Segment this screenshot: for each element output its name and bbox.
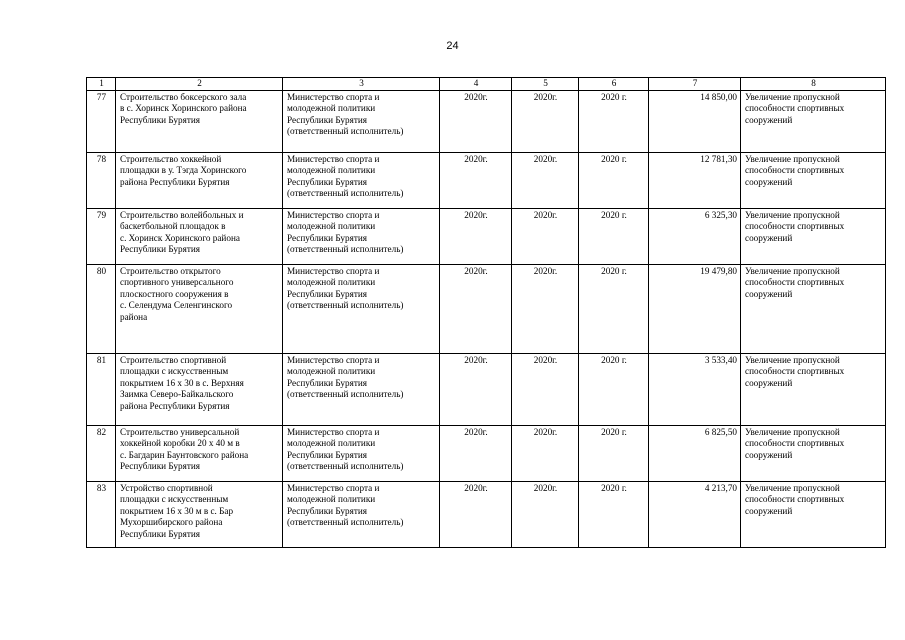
column-header: 4: [440, 78, 512, 91]
executor-cell: Министерство спорта и молодежной политики Республики Бурятия (ответственный исполнитель): [283, 481, 440, 547]
year-implementation-cell: 2020 г.: [579, 208, 649, 264]
year-start-cell: 2020г.: [440, 481, 512, 547]
expected-result-cell: Увеличение пропускной способности спортивных сооружений: [741, 425, 886, 481]
event-name-cell: Устройство спортивной площадки с искусственным покрытием 16 х 30 м в с. Бар Мухоршибирского района Республики Бурятия: [116, 481, 283, 547]
event-name-cell: Строительство хоккейной площадки в у. Тэгда Хоринского района Республики Бурятия: [116, 152, 283, 208]
column-header: 7: [649, 78, 741, 91]
year-start-cell: 2020г.: [440, 264, 512, 353]
row-number-cell: 78: [87, 152, 116, 208]
row-number-cell: 82: [87, 425, 116, 481]
year-implementation-cell: 2020 г.: [579, 353, 649, 425]
table-row: [87, 481, 886, 547]
page-number: 24: [446, 40, 459, 52]
event-name-cell: Строительство боксерского зала в с. Хоринск Хоринского района Республики Бурятия: [116, 90, 283, 152]
funding-amount-cell: 4 213,70: [649, 481, 741, 547]
event-name-cell: Строительство волейбольных и баскетбольной площадок в с. Хоринск Хоринского района Республики Бурятия: [116, 208, 283, 264]
year-start-cell: 2020г.: [440, 90, 512, 152]
funding-amount-cell: 12 781,30: [649, 152, 741, 208]
row-number-cell: 83: [87, 481, 116, 547]
table-row: [87, 90, 886, 152]
column-header: 6: [579, 78, 649, 91]
event-name-cell: Строительство открытого спортивного универсального плоскостного сооружения в с. Селендума Селенгинского района: [116, 264, 283, 353]
expected-result-cell: Увеличение пропускной способности спортивных сооружений: [741, 264, 886, 353]
column-header: 5: [512, 78, 579, 91]
table-header-row: [87, 78, 886, 91]
year-implementation-cell: 2020 г.: [579, 425, 649, 481]
year-start-cell: 2020г.: [440, 152, 512, 208]
year-start-cell: 2020г.: [440, 208, 512, 264]
year-implementation-cell: 2020 г.: [579, 264, 649, 353]
executor-cell: Министерство спорта и молодежной политики Республики Бурятия (ответственный исполнитель): [283, 425, 440, 481]
expected-result-cell: Увеличение пропускной способности спортивных сооружений: [741, 481, 886, 547]
column-header: 1: [87, 78, 116, 91]
table-row: [87, 152, 886, 208]
funding-amount-cell: 6 325,30: [649, 208, 741, 264]
year-end-cell: 2020г.: [512, 90, 579, 152]
funding-amount-cell: 3 533,40: [649, 353, 741, 425]
data-table: [86, 77, 886, 548]
year-end-cell: 2020г.: [512, 481, 579, 547]
year-end-cell: 2020г.: [512, 425, 579, 481]
executor-cell: Министерство спорта и молодежной политики Республики Бурятия (ответственный исполнитель): [283, 152, 440, 208]
table-row: [87, 353, 886, 425]
executor-cell: Министерство спорта и молодежной политики Республики Бурятия (ответственный исполнитель): [283, 353, 440, 425]
year-implementation-cell: 2020 г.: [579, 90, 649, 152]
year-start-cell: 2020г.: [440, 425, 512, 481]
expected-result-cell: Увеличение пропускной способности спортивных сооружений: [741, 353, 886, 425]
table-row: [87, 208, 886, 264]
executor-cell: Министерство спорта и молодежной политики Республики Бурятия (ответственный исполнитель): [283, 208, 440, 264]
funding-amount-cell: 6 825,50: [649, 425, 741, 481]
table-row: [87, 264, 886, 353]
year-end-cell: 2020г.: [512, 152, 579, 208]
expected-result-cell: Увеличение пропускной способности спортивных сооружений: [741, 152, 886, 208]
year-implementation-cell: 2020 г.: [579, 152, 649, 208]
column-header: 8: [741, 78, 886, 91]
row-number-cell: 81: [87, 353, 116, 425]
row-number-cell: 77: [87, 90, 116, 152]
event-name-cell: Строительство универсальной хоккейной коробки 20 х 40 м в с. Багдарин Баунтовского района Республики Бурятия: [116, 425, 283, 481]
table-row: [87, 425, 886, 481]
year-start-cell: 2020г.: [440, 353, 512, 425]
year-end-cell: 2020г.: [512, 264, 579, 353]
executor-cell: Министерство спорта и молодежной политики Республики Бурятия (ответственный исполнитель): [283, 264, 440, 353]
column-header: 2: [116, 78, 283, 91]
year-end-cell: 2020г.: [512, 208, 579, 264]
column-header: 3: [283, 78, 440, 91]
year-end-cell: 2020г.: [512, 353, 579, 425]
executor-cell: Министерство спорта и молодежной политики Республики Бурятия (ответственный исполнитель): [283, 90, 440, 152]
row-number-cell: 79: [87, 208, 116, 264]
year-implementation-cell: 2020 г.: [579, 481, 649, 547]
event-name-cell: Строительство спортивной площадки с искусственным покрытием 16 х 30 в с. Верхняя Заимка Северо-Байкальского района Республики Бурятия: [116, 353, 283, 425]
funding-amount-cell: 19 479,80: [649, 264, 741, 353]
expected-result-cell: Увеличение пропускной способности спортивных сооружений: [741, 208, 886, 264]
expected-result-cell: Увеличение пропускной способности спортивных сооружений: [741, 90, 886, 152]
row-number-cell: 80: [87, 264, 116, 353]
funding-amount-cell: 14 850,00: [649, 90, 741, 152]
